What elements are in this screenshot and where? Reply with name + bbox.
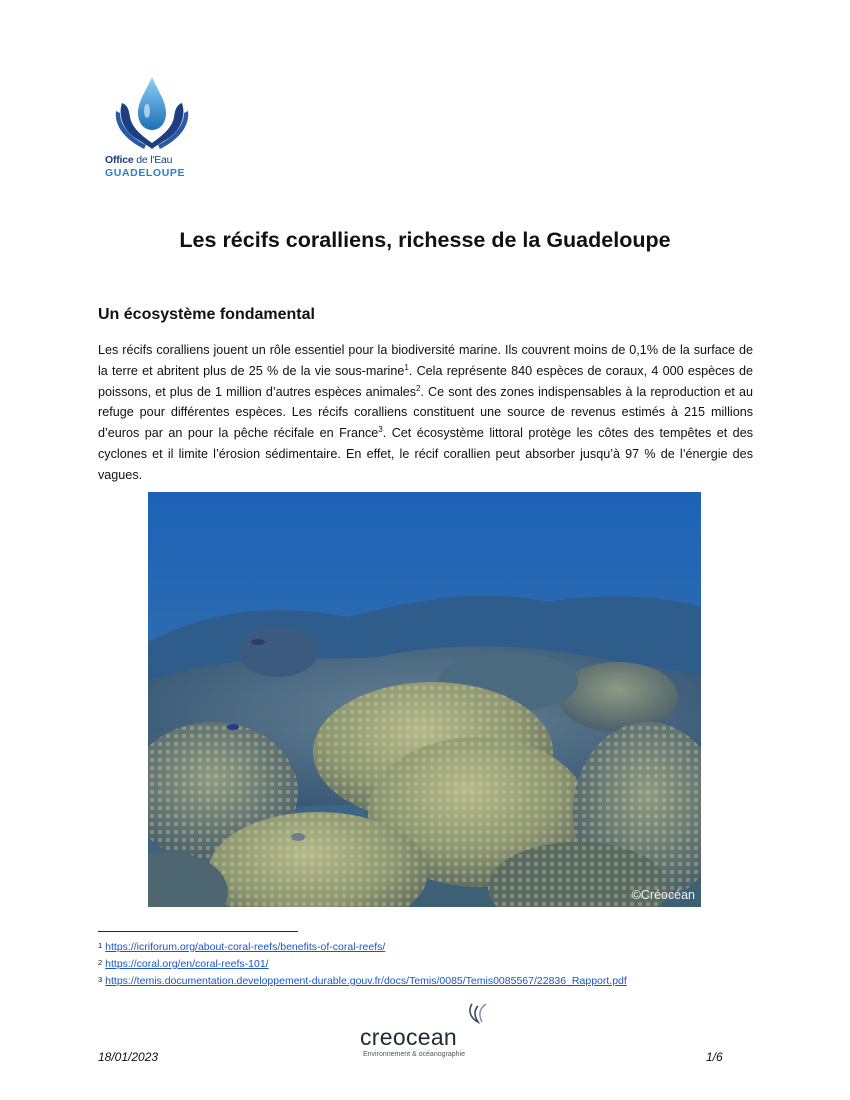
footnote-2: 2 https://coral.org/en/coral-reefs-101/ bbox=[98, 958, 269, 970]
creocean-swirl-icon bbox=[466, 1002, 490, 1024]
footnote-ref-1: 1 bbox=[404, 362, 409, 372]
page-number: 1/6 bbox=[706, 1050, 723, 1064]
footnote-1: 1 https://icriforum.org/about-coral-reefs/benefits-of-coral-reefs/ bbox=[98, 941, 386, 953]
footnote-link-2[interactable]: https://coral.org/en/coral-reefs-101/ bbox=[105, 958, 269, 970]
footnote-3: 3 https://temis.documentation.developpement-durable.gouv.fr/docs/Temis/0085/Temis0085567/22836_Rapport.pdf bbox=[98, 975, 627, 987]
footnotes bbox=[98, 938, 778, 989]
footnote-link-3[interactable]: https://temis.documentation.developpement-durable.gouv.fr/docs/Temis/0085/Temis0085567/22836_Rapport.pdf bbox=[105, 975, 627, 987]
office-eau-logo bbox=[100, 75, 200, 185]
page-title: Les récifs coralliens, richesse de la Guadeloupe bbox=[179, 228, 671, 252]
coral-reef-photo bbox=[148, 492, 701, 907]
section-heading: Un écosystème fondamental bbox=[98, 306, 315, 323]
footnote-link-1[interactable]: https://icriforum.org/about-coral-reefs/benefits-of-coral-reefs/ bbox=[105, 941, 386, 953]
creocean-logo bbox=[360, 1000, 490, 1062]
water-drop-hands-icon bbox=[110, 75, 194, 155]
footer-date: 18/01/2023 bbox=[98, 1050, 159, 1064]
logo-text-guadeloupe: GUADELOUPE bbox=[105, 167, 186, 179]
photo-credit: ©Créocéan bbox=[631, 888, 695, 902]
creocean-tagline: Environnement & océanographie bbox=[363, 1051, 465, 1058]
creocean-wordmark: creocean bbox=[360, 1024, 458, 1050]
logo-text-office: Office de l'Eau bbox=[105, 154, 173, 166]
footnote-ref-2: 2 bbox=[416, 383, 421, 393]
footnote-separator bbox=[98, 931, 298, 932]
body-paragraph: Les récifs coralliens jouent un rôle essentiel pour la biodiversité marine. Ils couvrent moins de 0,1% de la surface de la terre et abritent plus de 25 % de la vie sous-marine$^1$. Cela représente 840 espèces de coraux, 4 000 espèces de poissons, et plus de 1 million d’autres espèces animales$^2$. Ce sont des zones indispensables à la reproduction et au refuge pour différentes espèces. Les récifs coralliens constituent une source de revenus estimés à 215 millions d’euros par an pour la pêche récifale en France$^3$. Cet écosystème littoral protège les côtes des tempêtes et des cyclones et il limite l’érosion sédimentaire. En effet, le récif corallien peut absorber jusqu’à 97 % de l’énergie des vagues. bbox=[98, 343, 753, 482]
footnote-ref-3: 3 bbox=[378, 425, 383, 434]
